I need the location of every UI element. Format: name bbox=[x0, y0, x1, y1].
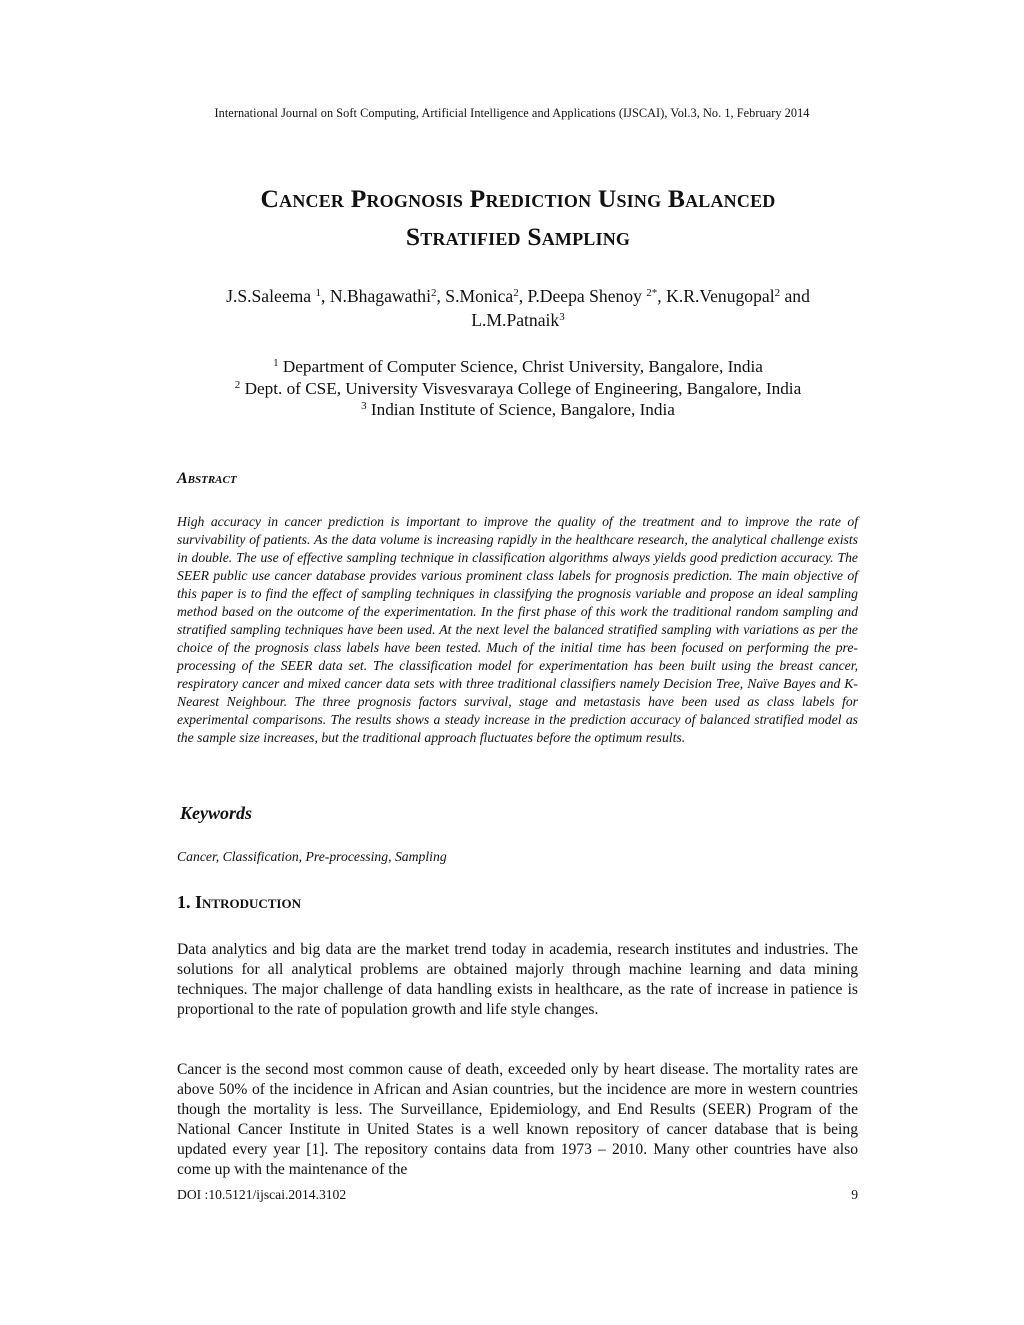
author-affiliation-mark: 2 bbox=[430, 287, 437, 299]
author-separator: , bbox=[436, 286, 441, 306]
affiliation-item bbox=[140, 356, 896, 378]
body-paragraph: Data analytics and big data are the market trend today in academia, research institutes and industries. The solutions for all analytical problems are obtained majorly through machine learning and data mining techniques. The major challenge of data handling exists in healthcare, as the rate of increase in patience is proportional to the rate of population growth and life style changes. bbox=[177, 941, 858, 1018]
author-affiliation-mark: 1 bbox=[315, 287, 322, 299]
affiliation-item bbox=[140, 399, 896, 421]
paper-title-line-2: Stratified Sampling bbox=[405, 222, 631, 251]
abstract-heading: Abstract bbox=[177, 470, 237, 487]
section-heading-introduction: 1. Introduction bbox=[177, 892, 301, 912]
keywords-body: Cancer, Classification, Pre-processing, Sampling bbox=[177, 849, 447, 864]
author-name: K.R.Venugopal bbox=[666, 286, 775, 306]
footer-doi: DOI :10.5121/ijscai.2014.3102 bbox=[177, 1187, 347, 1202]
author-affiliation-mark: 3 bbox=[559, 311, 565, 323]
author-separator: , bbox=[657, 286, 662, 306]
author-separator: , bbox=[518, 286, 524, 306]
author-affiliation-mark: 2 bbox=[774, 287, 781, 299]
author-affiliation-mark: 2* bbox=[646, 287, 658, 299]
paper-title-line-1: Cancer Prognosis Prediction Using Balanced bbox=[260, 184, 776, 213]
page-number: 9 bbox=[851, 1187, 858, 1202]
abstract-body: High accuracy in cancer prediction is important to improve the quality of the treatment and to improve the rate of survivability of patients. As the data volume is increasing rapidly in the healthcare research, the analytical challenge exists in double. The use of effective sampling technique in classification algorithms always yields good prediction accuracy. The SEER public use cancer database provides various prominent class labels for prognosis prediction. The main objective of this paper is to find the effect of sampling techniques in classifying the prognosis variable and propose an ideal sampling method based on the outcome of the experimentation. In the first phase of this work the traditional random sampling and stratified sampling techniques have been used. At the next level the balanced stratified sampling with variations as per the choice of the prognosis class labels have been tested. Much of the initial time has been focused on performing the pre-processing of the SEER data set. The classification model for experimentation has been built using the breast cancer, respiratory cancer and mixed cancer data sets with three traditional classifiers namely Decision Tree, Naïve Bayes and K-Nearest Neighbour. The three prognosis factors survival, stage and metastasis have been used as class labels for experimental comparisons. The results shows a steady increase in the prediction accuracy of balanced stratified model as the sample size increases, but the traditional approach fluctuates before the optimum results. bbox=[177, 514, 858, 745]
affiliation-item bbox=[140, 378, 896, 400]
paper-title bbox=[100, 180, 936, 256]
author-name: S.Monica bbox=[445, 286, 514, 306]
author-name: J.S.Saleema bbox=[226, 286, 312, 306]
author-line-2 bbox=[120, 308, 916, 332]
author-conjunction: and bbox=[784, 286, 810, 306]
affiliation-number: 3 bbox=[361, 400, 367, 412]
keywords-heading: Keywords bbox=[180, 803, 252, 823]
affiliation-text: Indian Institute of Science, Bangalore, India bbox=[370, 400, 675, 419]
author-name: N.Bhagawathi bbox=[329, 286, 431, 306]
author-list bbox=[120, 284, 916, 332]
author-name: P.Deepa Shenoy bbox=[527, 286, 642, 306]
author-separator: , bbox=[321, 286, 326, 306]
author-name: L.M.Patnaik bbox=[471, 310, 560, 330]
affiliation-text: Department of Computer Science, Christ University, Bangalore, India bbox=[282, 357, 763, 376]
body-paragraph: Cancer is the second most common cause of death, exceeded only by heart disease. The mortality rates are above 50% of the incidence in African and Asian countries, but the incidence are more in western countries though the mortality is less. The Surveillance, Epidemiology, and End Results (SEER) Program of the National Cancer Institute in United States is a well known repository of cancer database that is being updated every year [1]. The repository contains data from 1973 – 2010. Many other countries have also come up with the maintenance of the bbox=[177, 1061, 858, 1178]
author-affiliation-mark: 2 bbox=[513, 287, 519, 299]
affiliation-text: Dept. of CSE, University Visvesvaraya College of Engineering, Bangalore, India bbox=[244, 378, 802, 398]
author-line-1 bbox=[120, 284, 916, 308]
affiliation-list bbox=[140, 356, 896, 421]
affiliation-number: 2 bbox=[234, 378, 241, 391]
running-header: International Journal on Soft Computing, Artificial Intelligence and Applications (IJSCAI), Vol.3, No. 1, February 2014 bbox=[214, 106, 810, 120]
affiliation-number: 1 bbox=[273, 357, 279, 369]
